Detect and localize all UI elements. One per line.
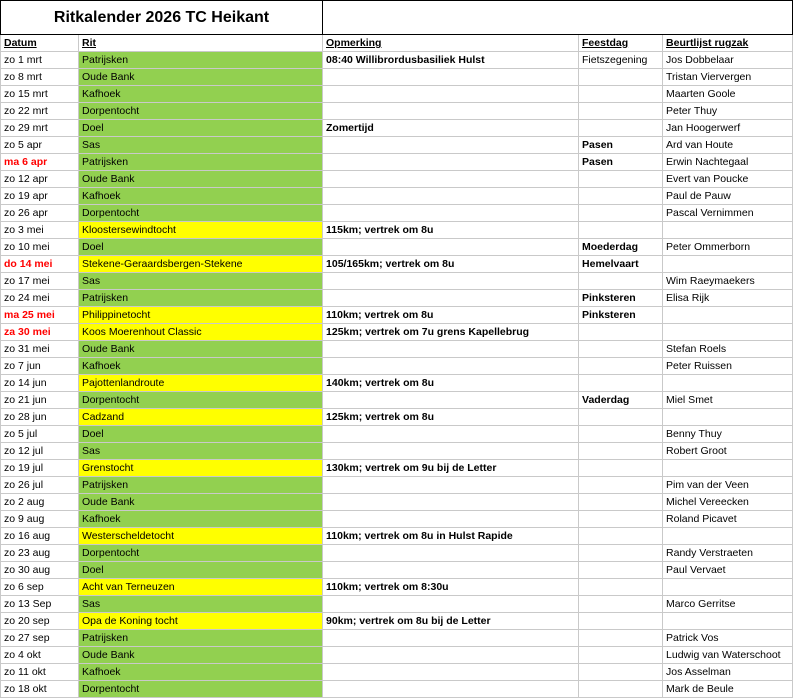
table-row [1,307,793,324]
cell-opmerking[interactable]: 125km; vertrek om 7u grens Kapellebrug [323,324,579,341]
cell-datum[interactable]: zo 12 jul [1,443,79,460]
cell-opmerking[interactable] [323,562,579,579]
cell-opmerking[interactable] [323,358,579,375]
cell-beurtlijst[interactable]: Patrick Vos [663,630,793,647]
header-row [1,35,793,52]
cell-datum[interactable]: zo 3 mei [1,222,79,239]
table-row [1,443,793,460]
cell-datum[interactable]: zo 26 apr [1,205,79,222]
cell-opmerking[interactable] [323,664,579,681]
cell-rit[interactable]: Sas [79,443,323,460]
cell-beurtlijst[interactable] [663,409,793,426]
cell-rit[interactable]: Westerscheldetocht [79,528,323,545]
cell-opmerking[interactable]: 110km; vertrek om 8u in Hulst Rapide [323,528,579,545]
cell-datum[interactable]: zo 13 Sep [1,596,79,613]
cell-feestdag[interactable] [579,120,663,137]
cell-beurtlijst[interactable]: Erwin Nachtegaal [663,154,793,171]
cell-beurtlijst[interactable]: Miel Smet [663,392,793,409]
cell-beurtlijst[interactable]: Peter Ommerborn [663,239,793,256]
sheet-body [1,1,793,698]
cell-datum[interactable]: zo 20 sep [1,613,79,630]
cell-rit[interactable]: Patrijsken [79,52,323,69]
cell-rit[interactable]: Oude Bank [79,494,323,511]
cell-datum[interactable]: zo 7 jun [1,358,79,375]
cell-opmerking[interactable] [323,426,579,443]
cell-feestdag[interactable] [579,222,663,239]
table-row [1,511,793,528]
cell-feestdag[interactable]: Fietszegening [579,52,663,69]
cell-opmerking[interactable] [323,596,579,613]
cell-rit[interactable]: Kloostersewindtocht [79,222,323,239]
cell-feestdag[interactable] [579,358,663,375]
cell-feestdag[interactable] [579,188,663,205]
table-row [1,562,793,579]
cell-opmerking[interactable]: 115km; vertrek om 8u [323,222,579,239]
cell-rit[interactable]: Patrijsken [79,477,323,494]
table-row [1,664,793,681]
cell-beurtlijst[interactable]: Ard van Houte [663,137,793,154]
cell-rit[interactable]: Philippinetocht [79,307,323,324]
cell-opmerking[interactable]: Zomertijd [323,120,579,137]
cell-feestdag[interactable] [579,494,663,511]
cell-rit[interactable]: Grenstocht [79,460,323,477]
cell-beurtlijst[interactable]: Michel Vereecken [663,494,793,511]
cell-rit[interactable]: Dorpentocht [79,681,323,698]
table-row [1,188,793,205]
cell-opmerking[interactable] [323,494,579,511]
cell-opmerking[interactable] [323,171,579,188]
cell-beurtlijst[interactable]: Marco Gerritse [663,596,793,613]
table-row [1,52,793,69]
cell-rit[interactable]: Doel [79,426,323,443]
cell-rit[interactable]: Opa de Koning tocht [79,613,323,630]
table-row [1,579,793,596]
cell-opmerking[interactable] [323,681,579,698]
cell-datum[interactable]: zo 30 aug [1,562,79,579]
cell-datum[interactable]: zo 8 mrt [1,69,79,86]
cell-feestdag[interactable] [579,562,663,579]
cell-beurtlijst[interactable]: Paul de Pauw [663,188,793,205]
cell-datum[interactable]: zo 17 mei [1,273,79,290]
cell-beurtlijst[interactable]: Ludwig van Waterschoot [663,647,793,664]
cell-datum[interactable]: zo 26 jul [1,477,79,494]
cell-feestdag[interactable] [579,477,663,494]
cell-beurtlijst[interactable]: Pim van der Veen [663,477,793,494]
cell-rit[interactable]: Kafhoek [79,358,323,375]
cell-feestdag[interactable] [579,596,663,613]
cell-rit[interactable]: Pajottenlandroute [79,375,323,392]
cell-opmerking[interactable] [323,273,579,290]
cell-rit[interactable]: Koos Moerenhout Classic [79,324,323,341]
cell-datum[interactable]: zo 12 apr [1,171,79,188]
cell-datum[interactable]: ma 6 apr [1,154,79,171]
cell-feestdag[interactable] [579,324,663,341]
header-feestdag[interactable]: Feestdag [579,35,663,52]
cell-opmerking[interactable] [323,477,579,494]
cell-opmerking[interactable] [323,290,579,307]
cell-feestdag[interactable] [579,545,663,562]
cell-beurtlijst[interactable] [663,324,793,341]
table-row [1,341,793,358]
cell-rit[interactable]: Oude Bank [79,341,323,358]
cell-feestdag[interactable] [579,171,663,188]
cell-datum[interactable]: zo 31 mei [1,341,79,358]
table-row [1,494,793,511]
cell-opmerking[interactable] [323,103,579,120]
cell-opmerking[interactable] [323,188,579,205]
cell-rit[interactable]: Oude Bank [79,171,323,188]
table-row [1,545,793,562]
cell-datum[interactable]: zo 2 aug [1,494,79,511]
cell-datum[interactable]: zo 24 mei [1,290,79,307]
cell-datum[interactable]: zo 4 okt [1,647,79,664]
table-row [1,358,793,375]
cell-opmerking[interactable] [323,86,579,103]
cell-datum[interactable]: zo 15 mrt [1,86,79,103]
cell-opmerking[interactable] [323,239,579,256]
cell-rit[interactable]: Oude Bank [79,647,323,664]
cell-rit[interactable]: Dorpentocht [79,103,323,120]
table-row [1,171,793,188]
table-row [1,290,793,307]
header-rit[interactable]: Rit [79,35,323,52]
header-opmerking[interactable]: Opmerking [323,35,579,52]
cell-feestdag[interactable]: Pasen [579,137,663,154]
cell-beurtlijst[interactable] [663,460,793,477]
cell-rit[interactable]: Doel [79,562,323,579]
cell-datum[interactable]: zo 16 aug [1,528,79,545]
cell-rit[interactable]: Kafhoek [79,664,323,681]
cell-feestdag[interactable]: Pasen [579,154,663,171]
cell-beurtlijst[interactable]: Maarten Goole [663,86,793,103]
cell-opmerking[interactable] [323,392,579,409]
cell-feestdag[interactable] [579,86,663,103]
cell-datum[interactable]: zo 1 mrt [1,52,79,69]
cell-beurtlijst[interactable]: Randy Verstraeten [663,545,793,562]
header-beurtlijst[interactable]: Beurtlijst rugzak [663,35,793,52]
cell-datum[interactable]: zo 19 jul [1,460,79,477]
table-row [1,103,793,120]
cell-beurtlijst[interactable]: Elisa Rijk [663,290,793,307]
cell-rit[interactable]: Doel [79,239,323,256]
cell-opmerking[interactable] [323,630,579,647]
cell-feestdag[interactable]: Pinksteren [579,290,663,307]
cell-beurtlijst[interactable]: Paul Vervaet [663,562,793,579]
cell-rit[interactable]: Kafhoek [79,86,323,103]
cell-beurtlijst[interactable] [663,375,793,392]
cell-datum[interactable]: zo 5 jul [1,426,79,443]
cell-feestdag[interactable] [579,613,663,630]
cell-feestdag[interactable] [579,528,663,545]
cell-feestdag[interactable] [579,69,663,86]
cell-opmerking[interactable]: 125km; vertrek om 8u [323,409,579,426]
cell-beurtlijst[interactable] [663,222,793,239]
cell-beurtlijst[interactable]: Jos Asselman [663,664,793,681]
cell-opmerking[interactable] [323,205,579,222]
cell-beurtlijst[interactable]: Benny Thuy [663,426,793,443]
table-row [1,613,793,630]
cell-beurtlijst[interactable]: Evert van Poucke [663,171,793,188]
cell-datum[interactable]: zo 19 apr [1,188,79,205]
table-row [1,324,793,341]
cell-beurtlijst[interactable] [663,613,793,630]
cell-beurtlijst[interactable]: Peter Ruissen [663,358,793,375]
cell-rit[interactable]: Acht van Terneuzen [79,579,323,596]
table-row [1,120,793,137]
cell-beurtlijst[interactable] [663,307,793,324]
table-row [1,137,793,154]
cell-opmerking[interactable]: 105/165km; vertrek om 8u [323,256,579,273]
cell-rit[interactable]: Kafhoek [79,188,323,205]
cell-datum[interactable]: ma 25 mei [1,307,79,324]
cell-beurtlijst[interactable]: Peter Thuy [663,103,793,120]
cell-datum[interactable]: zo 10 mei [1,239,79,256]
title-blank-cell[interactable] [323,1,793,35]
cell-opmerking[interactable] [323,137,579,154]
cell-beurtlijst[interactable]: Jos Dobbelaar [663,52,793,69]
cell-feestdag[interactable] [579,664,663,681]
table-row [1,596,793,613]
table-row [1,409,793,426]
cell-beurtlijst[interactable]: Wim Raeymaekers [663,273,793,290]
cell-feestdag[interactable] [579,443,663,460]
cell-datum[interactable]: do 14 mei [1,256,79,273]
cell-feestdag[interactable] [579,205,663,222]
cell-feestdag[interactable] [579,409,663,426]
sheet-title[interactable]: Ritkalender 2026 TC Heikant [1,1,323,35]
table-row [1,528,793,545]
cell-opmerking[interactable]: 90km; vertrek om 8u bij de Letter [323,613,579,630]
cell-rit[interactable]: Kafhoek [79,511,323,528]
cell-opmerking[interactable] [323,341,579,358]
cell-datum[interactable]: zo 28 jun [1,409,79,426]
table-row [1,375,793,392]
cell-datum[interactable]: zo 5 apr [1,137,79,154]
cell-opmerking[interactable] [323,545,579,562]
cell-opmerking[interactable]: 110km; vertrek om 8u [323,307,579,324]
table-row [1,426,793,443]
cell-feestdag[interactable] [579,579,663,596]
cell-feestdag[interactable] [579,273,663,290]
cell-opmerking[interactable] [323,647,579,664]
cell-opmerking[interactable] [323,154,579,171]
cell-feestdag[interactable] [579,375,663,392]
cell-feestdag[interactable]: Vaderdag [579,392,663,409]
table-row [1,239,793,256]
cell-rit[interactable]: Doel [79,120,323,137]
cell-datum[interactable]: zo 6 sep [1,579,79,596]
cell-opmerking[interactable] [323,69,579,86]
header-datum[interactable]: Datum [1,35,79,52]
cell-beurtlijst[interactable]: Mark de Beule [663,681,793,698]
cell-beurtlijst[interactable]: Jan Hoogerwerf [663,120,793,137]
cell-beurtlijst[interactable]: Tristan Viervergen [663,69,793,86]
cell-feestdag[interactable] [579,630,663,647]
cell-opmerking[interactable]: 130km; vertrek om 9u bij de Letter [323,460,579,477]
cell-rit[interactable]: Stekene-Geraardsbergen-Stekene [79,256,323,273]
cell-rit[interactable]: Dorpentocht [79,205,323,222]
cell-opmerking[interactable] [323,511,579,528]
cell-beurtlijst[interactable]: Stefan Roels [663,341,793,358]
table-row [1,647,793,664]
table-row [1,460,793,477]
cell-datum[interactable]: zo 14 jun [1,375,79,392]
table-row [1,205,793,222]
cell-rit[interactable]: Sas [79,596,323,613]
cell-opmerking[interactable] [323,443,579,460]
cell-beurtlijst[interactable] [663,528,793,545]
cell-rit[interactable]: Patrijsken [79,154,323,171]
cell-feestdag[interactable] [579,103,663,120]
table-row [1,222,793,239]
table-row [1,86,793,103]
table-row [1,630,793,647]
cell-feestdag[interactable]: Moederdag [579,239,663,256]
cell-feestdag[interactable]: Hemelvaart [579,256,663,273]
cell-datum[interactable]: zo 9 aug [1,511,79,528]
cell-rit[interactable]: Patrijsken [79,630,323,647]
cell-beurtlijst[interactable] [663,579,793,596]
cell-opmerking[interactable]: 110km; vertrek om 8:30u [323,579,579,596]
cell-feestdag[interactable] [579,426,663,443]
cell-rit[interactable]: Oude Bank [79,69,323,86]
cell-opmerking[interactable]: 08:40 Willibrordusbasiliek Hulst [323,52,579,69]
cell-beurtlijst[interactable]: Pascal Vernimmen [663,205,793,222]
cell-rit[interactable]: Cadzand [79,409,323,426]
cell-rit[interactable]: Dorpentocht [79,545,323,562]
cell-datum[interactable]: zo 21 jun [1,392,79,409]
cell-feestdag[interactable] [579,511,663,528]
title-row [1,1,793,35]
table-row [1,273,793,290]
cell-feestdag[interactable] [579,341,663,358]
cell-rit[interactable]: Dorpentocht [79,392,323,409]
table-row [1,681,793,698]
cell-datum[interactable]: zo 27 sep [1,630,79,647]
cell-rit[interactable]: Patrijsken [79,290,323,307]
table-row [1,392,793,409]
cell-datum[interactable]: zo 22 mrt [1,103,79,120]
cell-datum[interactable]: zo 23 aug [1,545,79,562]
cell-feestdag[interactable] [579,681,663,698]
cell-datum[interactable]: zo 29 mrt [1,120,79,137]
cell-datum[interactable]: zo 11 okt [1,664,79,681]
table-row [1,477,793,494]
table-row [1,154,793,171]
cell-feestdag[interactable] [579,460,663,477]
cell-rit[interactable]: Sas [79,137,323,154]
cell-datum[interactable]: zo 18 okt [1,681,79,698]
cell-feestdag[interactable]: Pinksteren [579,307,663,324]
cell-datum[interactable]: za 30 mei [1,324,79,341]
table-row [1,69,793,86]
table-row [1,256,793,273]
cell-beurtlijst[interactable] [663,256,793,273]
cell-opmerking[interactable]: 140km; vertrek om 8u [323,375,579,392]
cell-feestdag[interactable] [579,647,663,664]
cell-rit[interactable]: Sas [79,273,323,290]
cell-beurtlijst[interactable]: Roland Picavet [663,511,793,528]
cell-beurtlijst[interactable]: Robert Groot [663,443,793,460]
